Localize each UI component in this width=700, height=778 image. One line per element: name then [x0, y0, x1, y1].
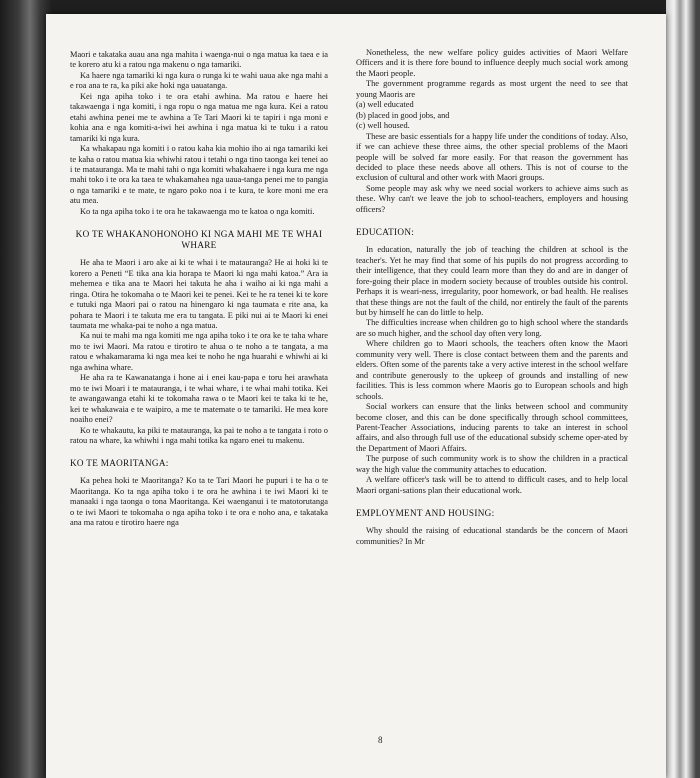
paragraph: Maori e takataka auau ana nga mahita i waenga-nui o nga matua ka taea e ia te korero atu ki a ratou nga makenu o nga tamariki.	[70, 50, 328, 70]
paragraph: Ko te whakautu, ka piki te matauranga, ka pai te noho a te tangata i roto o ratou na whare, ka whiwhi i nga mahi totika ka ngaro enei tu makenu.	[70, 425, 328, 445]
list-item: (a) well educated	[356, 100, 414, 110]
paragraph: In education, naturally the job of teaching the children at school is the teacher's. Yet he may find that some of his pupils do not progress according to their intelligence, that they could learn more than they do and are in danger of fore-going their place in modern society because of troubles outside his control. Perhaps it is weari-ness, irregularity, poor homework, or bad health. He realises that these things are not the fault of the child, nor entirely the fault of the parents but by himself he can do little to help.	[356, 245, 628, 317]
paragraph: These are basic essentials for a happy life under the conditions of today. Also, if we can achieve these three aims, the other special problems of the Maori people will be solved far more easily. For that reason the government has decided to place these needs above all others. This is not of course to the exclusion of cultural and other work with Maori groups.	[356, 131, 628, 183]
paragraph: The purpose of such community work is to show the children in a practical way the high value the community attaches to education.	[356, 454, 628, 474]
page-number: 8	[378, 735, 383, 745]
paragraph: Ka nui te mahi ma nga komiti me nga apiha toko i te ora ke te taha whare mo te iwi Maori. Ma ratou e tirotiro te ahua o te noho a te tangata, a ma ratou e whakamarama ki nga mea kei te noho he nga huarahi e whiwhi ai ki nga awhina whare.	[70, 331, 328, 372]
english-text-column	[356, 48, 628, 547]
paragraph: Social workers can ensure that the links between school and community become closer, and this can be done specifically through school committees, Parent-Teacher Associations, inducing parents to take an interest in school affairs, and also through full use of the educational subsidy scheme oper-ated by the Department of Maori Affairs.	[356, 402, 628, 453]
paragraph: Ka haere nga tamariki ki nga kura o runga ki te wahi uaua ake nga mahi a e roa ana te ra, ka piki ake hoki nga uauatanga.	[70, 70, 328, 91]
paragraph: Where children go to Maori schools, the teachers often know the Maori community very well. There is close contact between them and the parents and elders. Often some of the parents take a very active interest in the school welfare and contribute generously to the upkeep of grounds and installing of new facilities. This is less common where Maoris go to European schools and high schools.	[356, 339, 628, 401]
adjacent-page-edge	[666, 0, 700, 778]
paragraph: Ka whakapau nga komiti i o ratou kaha kia mohio iho ai nga tamariki kei te kaha o ratou matua kia whiwhi ratou i tetahi o nga tino taonga kei tenei ao i te matauranga. Ma te mahi tahi o nga komiti whakahaere i nga kura me nga mahi toko i te ora ka taea te whakamahea nga uaua-tanga penei me to pangia o nga tamariki e te mate, te ngaro poko noa i te kura, te kore moni me era atu mea.	[70, 144, 328, 206]
section-heading: EDUCATION:	[356, 227, 415, 238]
section-heading: KO TE WHAKANOHONOHO KI NGA MAHI ME TE WHAI WHARE	[75, 229, 323, 251]
list-item: (c) well housed.	[356, 121, 410, 131]
paragraph: Ko ta nga apiha toko i te ora he takawaenga mo te katoa o nga komiti.	[80, 206, 315, 216]
maori-text-column	[70, 50, 328, 529]
paragraph: A welfare officer's task will be to attend to difficult cases, and to help local Maori organi-sations plan their educational work.	[356, 475, 628, 495]
paragraph: Why should the raising of educational standards be the concern of Maori communities? In Mr	[356, 526, 628, 546]
list-item: (b) placed in good jobs, and	[356, 110, 450, 120]
section-heading: KO TE MAORITANGA:	[70, 458, 169, 469]
paragraph: He aha te Maori i aro ake ai ki te whai i te matauranga? He ai hoki ki te korero a Peneti “E tika ana kia horapa te Maori ki nga mahi katoa.” Ara ia mehemea e tika ana te Maori hei takuta he aha i waiho ai ki nga mahi a ringa. Otira he tokomaha o te Maori kei te penei. Kei te he ra tenei ki te kore e tutuki nga Maori pai o ratou na hinengaro ki nga taumata e rite ana, ka pohara te Maori i te takuta me era tu tangata. E piki nui ai te Maori ki enei taumata me whaka-pai te noho a nga matua.	[70, 258, 328, 330]
paragraph: Some people may ask why we need social workers to achieve aims such as these. Why can't we leave the job to school-teachers, employers and housing officers?	[356, 183, 628, 214]
paragraph: Nonetheless, the new welfare policy guides activities of Maori Welfare Officers and it is there fore bound to influence deeply much social work among the Maori people.	[356, 48, 628, 78]
paragraph: He aha ra te Kawanatanga i hone ai i enei kau-papa e toru hei arawhata mo te iwi Moari i te matauranga, i te whai whare, i te whai mahi totika. Kei te awangawanga etahi ki te tokomaha rawa o te Maori kei te taka ki te he, kei te whakawaia e te waipiro, a me te matemate o te tamariki. He mea kore noaiho enei?	[70, 373, 328, 425]
section-heading: EMPLOYMENT AND HOUSING:	[356, 508, 495, 519]
paragraph: The government programme regards as most urgent the need to see that young Maoris are	[356, 79, 628, 99]
paragraph: Kei nga apiha toko i te ora etahi awhina. Ma ratou e haere hei takawaenga i nga komiti, i nga ropu o nga matua me nga kura. Kei a ratou etahi awhina penei me te awhina a Te Tari Maori ki te tapiri i nga moni e kohia ana e nga komiti-a-iwi hei awhina i nga matua ki te tuku i a ratou tamariki ki nga kura.	[70, 91, 328, 143]
paragraph: Ka pehea hoki te Maoritanga? Ko ta te Tari Maori he pupuri i te ha o te Maoritanga. Ko ta nga apiha toko i te ora he awhina i te iwi Maori ki te manaaki i nga taonga o tona Maoritanga. Kei waenganui i te matotorutanga o te iwi Maori te tokomaha o nga apiha toko i te ora e noho ana, e takataka ana ma ratou e tirotiro haere nga	[70, 476, 328, 528]
paragraph: The difficulties increase when children go to high school where the standards are so much higher, and the school day often very long.	[356, 318, 628, 338]
